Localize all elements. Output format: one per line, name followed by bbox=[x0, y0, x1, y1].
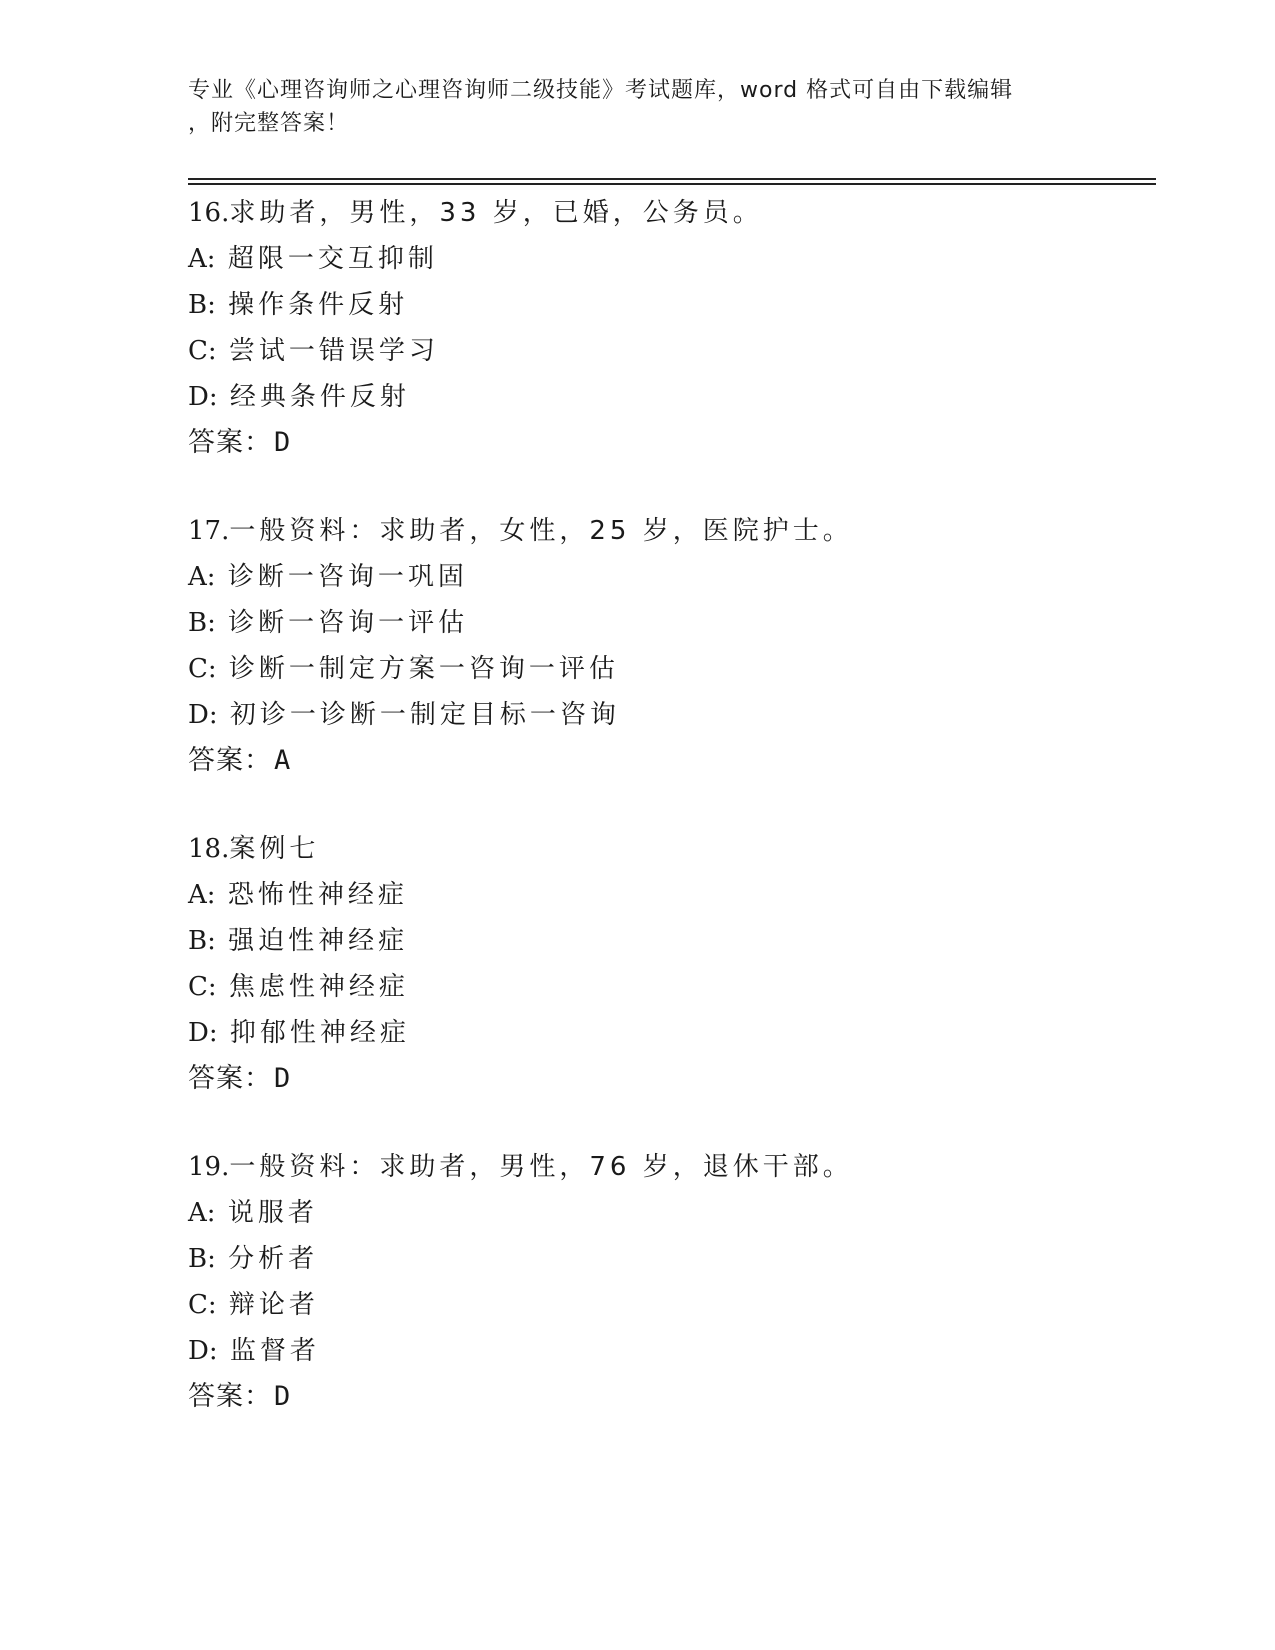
option-text: 分析者 bbox=[228, 1244, 319, 1274]
question-19 bbox=[188, 1144, 1156, 1420]
option-text: 诊断一制定方案一咨询一评估 bbox=[228, 654, 619, 684]
option-text: 恐怖性神经症 bbox=[227, 880, 408, 910]
option-c bbox=[188, 964, 1156, 1010]
question-number: 16. bbox=[188, 198, 230, 228]
answer-line bbox=[188, 1056, 1156, 1102]
option-letter: C: bbox=[188, 654, 217, 684]
header-rule-top bbox=[188, 178, 1156, 180]
option-c bbox=[188, 646, 1156, 692]
option-d bbox=[188, 1010, 1156, 1056]
option-text: 监督者 bbox=[229, 1336, 320, 1366]
answer-value: D bbox=[274, 1381, 292, 1412]
question-number: 17. bbox=[188, 516, 230, 546]
answer-label: 答案： bbox=[188, 1381, 272, 1412]
question-16 bbox=[188, 190, 1156, 466]
option-letter: D: bbox=[188, 382, 218, 412]
option-c bbox=[188, 1282, 1156, 1328]
option-text: 抑郁性神经症 bbox=[229, 1018, 410, 1048]
option-c bbox=[188, 328, 1156, 374]
option-letter: C: bbox=[188, 1290, 217, 1320]
question-text: 一般资料：求助者，男性，76 岁，退休干部。 bbox=[229, 1152, 853, 1182]
question-list bbox=[188, 190, 1156, 1462]
option-letter: B: bbox=[188, 1244, 216, 1274]
option-letter: C: bbox=[188, 336, 217, 366]
answer-value: D bbox=[274, 427, 292, 458]
option-d bbox=[188, 374, 1156, 420]
header-rule-bottom bbox=[188, 183, 1156, 185]
option-text: 焦虑性神经症 bbox=[228, 972, 409, 1002]
option-letter: D: bbox=[188, 700, 218, 730]
answer-line bbox=[188, 420, 1156, 466]
answer-label: 答案： bbox=[188, 1063, 272, 1094]
option-b bbox=[188, 918, 1156, 964]
question-stem bbox=[188, 826, 1156, 872]
option-b bbox=[188, 1236, 1156, 1282]
question-number: 19. bbox=[188, 1152, 230, 1182]
answer-line bbox=[188, 1374, 1156, 1420]
answer-value: A bbox=[274, 745, 292, 776]
option-text: 超限一交互抑制 bbox=[227, 244, 438, 274]
header-line-1: 专业《心理咨询师之心理咨询师二级技能》考试题库，word 格式可自由下载编辑 bbox=[188, 78, 1014, 103]
header-line-2: ，附完整答案！ bbox=[188, 111, 350, 136]
question-stem bbox=[188, 190, 1156, 236]
option-text: 操作条件反射 bbox=[228, 290, 409, 320]
question-text: 案例七 bbox=[229, 834, 320, 864]
question-text: 一般资料：求助者，女性，25 岁，医院护士。 bbox=[229, 516, 853, 546]
option-a bbox=[188, 236, 1156, 282]
option-text: 说服者 bbox=[227, 1198, 318, 1228]
option-letter: B: bbox=[188, 926, 216, 956]
answer-line bbox=[188, 738, 1156, 784]
option-text: 初诊一诊断一制定目标一咨询 bbox=[229, 700, 620, 730]
option-text: 强迫性神经症 bbox=[228, 926, 409, 956]
option-a bbox=[188, 1190, 1156, 1236]
option-letter: A: bbox=[188, 880, 216, 910]
option-letter: A: bbox=[188, 1198, 216, 1228]
question-18 bbox=[188, 826, 1156, 1102]
option-text: 诊断一咨询一巩固 bbox=[227, 562, 468, 592]
document-header bbox=[188, 74, 1088, 140]
option-text: 辩论者 bbox=[228, 1290, 319, 1320]
option-letter: B: bbox=[188, 608, 216, 638]
option-a bbox=[188, 872, 1156, 918]
question-stem bbox=[188, 508, 1156, 554]
option-letter: B: bbox=[188, 290, 216, 320]
option-letter: A: bbox=[188, 562, 216, 592]
question-text: 求助者，男性，33 岁，已婚，公务员。 bbox=[229, 198, 763, 228]
option-text: 尝试一错误学习 bbox=[228, 336, 439, 366]
answer-label: 答案： bbox=[188, 427, 272, 458]
option-a bbox=[188, 554, 1156, 600]
option-letter: D: bbox=[188, 1336, 218, 1366]
option-text: 经典条件反射 bbox=[229, 382, 410, 412]
option-letter: C: bbox=[188, 972, 217, 1002]
option-b bbox=[188, 600, 1156, 646]
answer-label: 答案： bbox=[188, 745, 272, 776]
option-b bbox=[188, 282, 1156, 328]
option-d bbox=[188, 1328, 1156, 1374]
option-text: 诊断一咨询一评估 bbox=[228, 608, 469, 638]
option-letter: A: bbox=[188, 244, 216, 274]
answer-value: D bbox=[274, 1063, 292, 1094]
question-stem bbox=[188, 1144, 1156, 1190]
option-d bbox=[188, 692, 1156, 738]
option-letter: D: bbox=[188, 1018, 218, 1048]
question-17 bbox=[188, 508, 1156, 784]
question-number: 18. bbox=[188, 834, 230, 864]
